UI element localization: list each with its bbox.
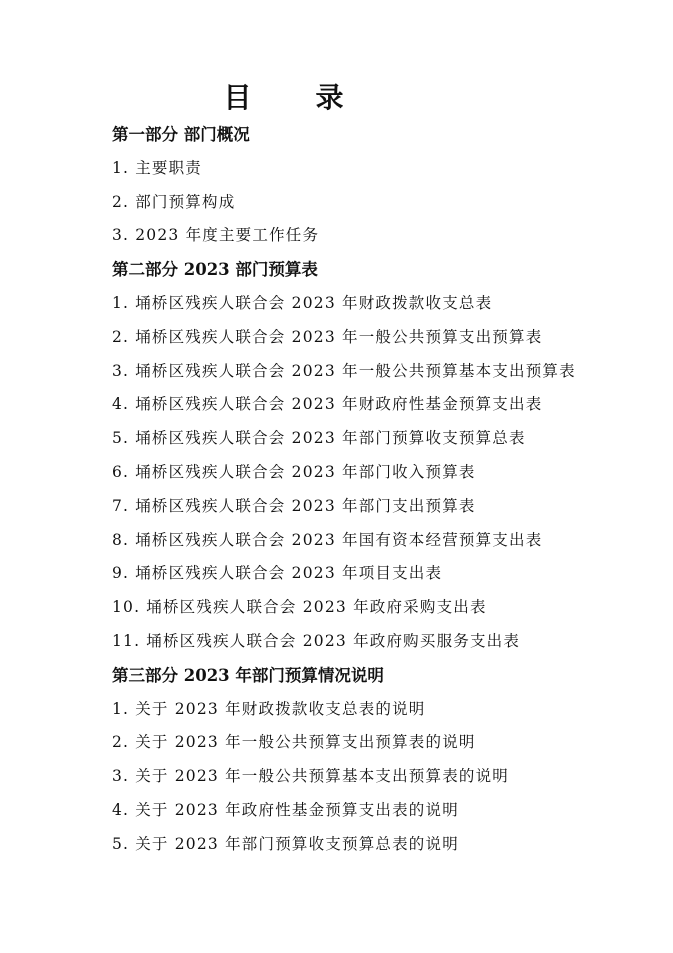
section-heading-part-2: 第二部分 2023 部门预算表 xyxy=(112,260,318,280)
toc-entry-text: 埇桥区残疾人联合会 2023 年一般公共预算基本支出预算表 xyxy=(135,361,576,380)
toc-entry-number: 4. xyxy=(112,395,130,414)
toc-entry xyxy=(112,760,652,794)
toc-entry-text: 埇桥区残疾人联合会 2023 年政府采购支出表 xyxy=(146,598,487,617)
toc-entry xyxy=(112,557,652,591)
toc-entry xyxy=(112,456,652,490)
toc-entry-text: 埇桥区残疾人联合会 2023 年国有资本经营预算支出表 xyxy=(135,530,543,549)
section-heading-part-3: 第三部分 2023 年部门预算情况说明 xyxy=(112,665,384,685)
toc-entry xyxy=(112,794,652,828)
toc-entry-text: 埇桥区残疾人联合会 2023 年部门支出预算表 xyxy=(135,496,476,515)
toc-entry-number: 11. xyxy=(112,631,141,650)
toc-entry-text: 埇桥区残疾人联合会 2023 年财政府性基金预算支出表 xyxy=(135,395,543,414)
toc-entry xyxy=(112,828,652,862)
toc-entry-text: 关于 2023 年财政拨款收支总表的说明 xyxy=(135,699,426,718)
toc-entry-number: 2. xyxy=(112,327,130,346)
toc-entry xyxy=(112,591,652,625)
toc-entry xyxy=(112,422,652,456)
toc-entry-text: 埇桥区残疾人联合会 2023 年项目支出表 xyxy=(135,564,443,583)
toc-entry-number: 1. xyxy=(112,293,130,312)
toc-entry-text: 埇桥区残疾人联合会 2023 年一般公共预算支出预算表 xyxy=(135,327,543,346)
toc-entry-number: 6. xyxy=(112,462,130,481)
toc-entry-number: 10. xyxy=(112,598,141,617)
toc-entry xyxy=(112,186,652,220)
toc-entry xyxy=(112,524,652,558)
toc-entry-number: 7. xyxy=(112,496,130,515)
page-title: 目 录 xyxy=(223,81,362,114)
toc-entry-number: 3. xyxy=(112,767,130,786)
toc-entry-number: 4. xyxy=(112,800,130,819)
toc-entry-number: 2. xyxy=(112,733,130,752)
toc-entry-number: 5. xyxy=(112,429,130,448)
toc-entry xyxy=(112,490,652,524)
toc-entry xyxy=(112,321,652,355)
toc-entry-number: 9. xyxy=(112,564,130,583)
toc-entry xyxy=(112,388,652,422)
table-of-contents xyxy=(112,118,652,862)
toc-entry xyxy=(112,219,652,253)
toc-entry-text: 埇桥区残疾人联合会 2023 年部门预算收支预算总表 xyxy=(135,429,526,448)
toc-entry-text: 关于 2023 年部门预算收支预算总表的说明 xyxy=(135,834,459,853)
toc-entry-text: 关于 2023 年一般公共预算基本支出预算表的说明 xyxy=(135,767,510,786)
toc-entry-number: 3. xyxy=(112,226,130,245)
toc-entry-number: 3. xyxy=(112,361,130,380)
toc-entry-number: 1. xyxy=(112,158,130,177)
toc-entry-number: 5. xyxy=(112,834,130,853)
toc-entry-text: 部门预算构成 xyxy=(135,192,236,211)
toc-entry-text: 关于 2023 年政府性基金预算支出表的说明 xyxy=(135,800,459,819)
toc-entry xyxy=(112,693,652,727)
toc-entry xyxy=(112,152,652,186)
toc-entry-number: 2. xyxy=(112,192,130,211)
toc-entry-text: 主要职责 xyxy=(135,158,203,177)
toc-entry-number: 8. xyxy=(112,530,130,549)
toc-entry-text: 埇桥区残疾人联合会 2023 年部门收入预算表 xyxy=(135,462,476,481)
toc-entry-number: 1. xyxy=(112,699,130,718)
toc-entry-text: 埇桥区残疾人联合会 2023 年政府购买服务支出表 xyxy=(146,631,521,650)
toc-entry-text: 埇桥区残疾人联合会 2023 年财政拨款收支总表 xyxy=(135,293,493,312)
toc-entry xyxy=(112,355,652,389)
section-heading-part-1: 第一部分 部门概况 xyxy=(112,125,250,144)
toc-entry xyxy=(112,625,652,659)
toc-entry xyxy=(112,287,652,321)
toc-entry-text: 2023 年度主要工作任务 xyxy=(135,226,320,245)
toc-entry xyxy=(112,726,652,760)
toc-entry-text: 关于 2023 年一般公共预算支出预算表的说明 xyxy=(135,733,476,752)
